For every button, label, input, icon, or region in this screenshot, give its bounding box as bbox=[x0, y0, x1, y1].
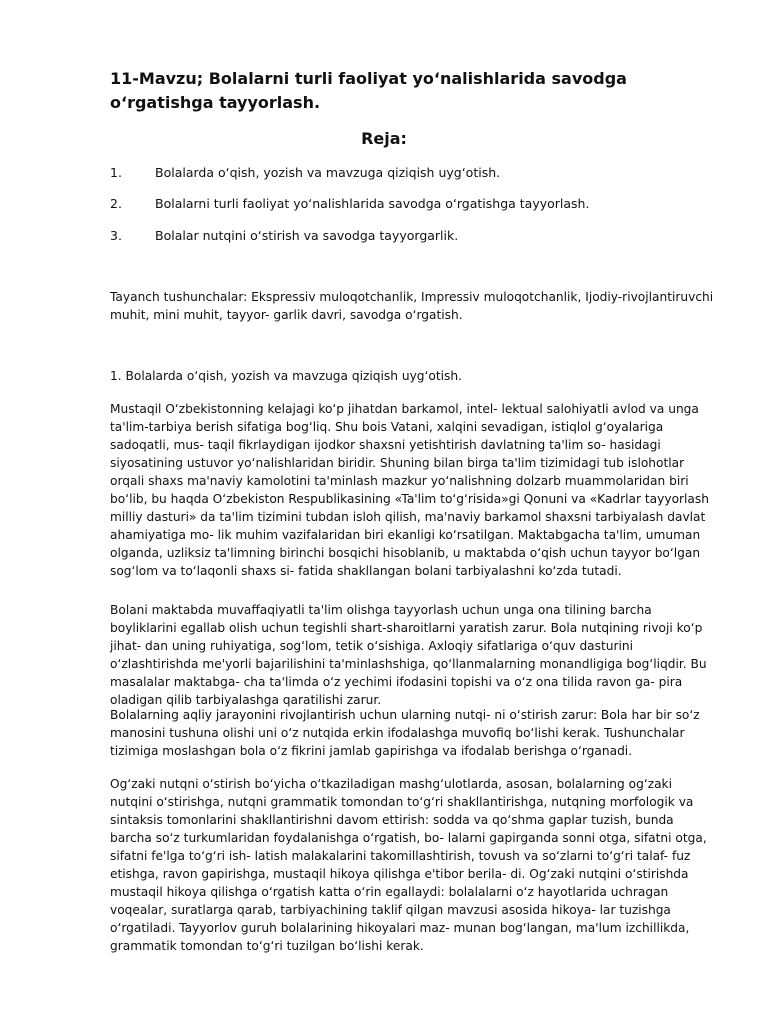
plan-item-number: 3. bbox=[110, 228, 122, 243]
plan-item-number: 1. bbox=[110, 165, 122, 180]
section-heading: 1. Bolalarda o‘qish, yozish va mavzuga qiziqish uyg‘otish. bbox=[110, 369, 462, 383]
plan-item-text: Bolalarda o‘qish, yozish va mavzuga qiziqish uyg‘otish. bbox=[155, 165, 501, 180]
plan-item-text: Bolalar nutqini o‘stirish va savodga tayyorgarlik. bbox=[155, 228, 459, 243]
body-paragraph: Bolalarning aqliy jarayonini rivojlantirish uchun ularning nutqi- ni o‘stirish zarur: Bola har bir so‘z manosini tushuna olishi uni o‘z nutqida erkin ifodalashga muvofiq bo‘lishi kerak. Tushunchalar tizimiga moslashgan bola o‘z fikrini jamlab gapirishga va ifodalab berishga o‘rganadi. bbox=[110, 708, 700, 758]
body-paragraph: Bolani maktabda muvaffaqiyatli ta'lim olishga tayyorlash uchun unga ona tilining barcha boyliklarini egallab olish uchun tegishli shart-sharoitlarni yaratish zarur. Bola nutqining rivoji ko‘p jihat- dan uning ruhiyatiga, sog‘lom, tetik o‘sishiga. Axloqiy sifatlariga o‘quv dasturini o‘zlashtirishda me'yorli bajarilishini ta'minlashshiga, qo‘llanmalarning monandligiga bog‘liqdir. Bu masalalar maktabga- cha ta'limda o‘z yechimi ifodasini topishi va o‘z ona tilida ravon ga- pira oladigan qilib tarbiyalashga qaratilishi zarur. bbox=[110, 603, 707, 707]
plan-heading: Reja: bbox=[361, 129, 407, 148]
key-terms: Tayanch tushunchalar: Ekspressiv muloqotchanlik, Impressiv muloqotchanlik, Ijodiy-rivojlantiruvchi muhit, mini muhit, tayyor- garlik davri, savodga o‘rgatish. bbox=[110, 290, 714, 322]
body-paragraph: Mustaqil O‘zbekistonning kelajagi ko‘p jihatdan barkamol, intel- lektual salohiyatli avlod va unga ta'lim-tarbiya berish sifatiga bog‘liq. Shu bois Vatani, xalqini sevadigan, istiqlol g‘oyalariga sadoqatli, mus- taqil fikrlaydigan ijodkor shaxsni yetishtirish davlatning ta'lim so- hasidagi siyosatining ustuvor yo‘nalishlaridan biridir. Shuning bilan birga ta'lim tizimidagi tub islohotlar orqali shaxs ma'naviy kamolotini ta'minlash mazkur yo‘nalishning dolzarb muammolaridan biri bo‘lib, bu haqda O‘zbekiston Respublikasining «Ta'lim to‘g‘risida»gi Qonuni va «Kadrlar tayyorlash milliy dasturi» da ta'lim tizimini tubdan isloh qilish, ma'naviy barkamol shaxsni tarbiyalash davlat ahamiyatiga mo- lik muhim vazifalaridan biri ekanligi ko‘rsatilgan. Maktabgacha ta'lim, umuman olganda, uzliksiz ta'limning birinchi bosqichi hisoblanib, u maktabda o‘qish uchun tayyor bo‘lgan sog‘lom va to‘laqonli shaxs si- fatida shakllangan bolani tarbiyalashni ko‘zda tutadi. bbox=[110, 402, 709, 578]
body-paragraph: Og‘zaki nutqni o‘stirish bo‘yicha o‘tkaziladigan mashg‘ulotlarda, asosan, bolalarning og‘zaki nutqini o‘stirishga, nutqni grammatik tomondan to‘g‘ri shakllantirishga, nutqning morfologik va sintaksis tomonlarini shakllantirishni davom ettirish: sodda va qo‘shma gaplar tuzish, bunda barcha so‘z turkumlaridan foydalanishga o‘rgatish, bo- lalarni gapirganda sonni otga, sifatni otga, sifatni fe'lga to‘g‘ri ish- latish malakalarini takomillashtirish, tovush va so‘zlarni to‘g‘ri talaf- fuz etishga, ravon gapirishga, mustaqil hikoya qilishga e'tibor berila- di. Og‘zaki nutqini o‘stirishda mustaqil hikoya qilishga o‘rgatish katta o‘rin egallaydi: bolalalarni o‘z hayotlarida uchragan voqealar, suratlarga qarab, tarbiyachining taklif qilgan mavzusi asosida hikoya- lar tuzishga o‘rgatiladi. Tayyorlov guruh bolalarining hikoyalari maz- munan bog‘langan, ma'lum izchillikda, grammatik tomondan to‘g‘ri tuzilgan bo‘lishi kerak. bbox=[110, 777, 707, 953]
plan-item-number: 2. bbox=[110, 196, 122, 211]
plan-item-text: Bolalarni turli faoliyat yo‘nalishlarida savodga o‘rgatishga tayyorlash. bbox=[155, 196, 590, 211]
page-title: 11-Mavzu; Bolalarni turli faoliyat yo‘nalishlarida savodga o‘rgatishga tayyorlash. bbox=[110, 69, 627, 112]
